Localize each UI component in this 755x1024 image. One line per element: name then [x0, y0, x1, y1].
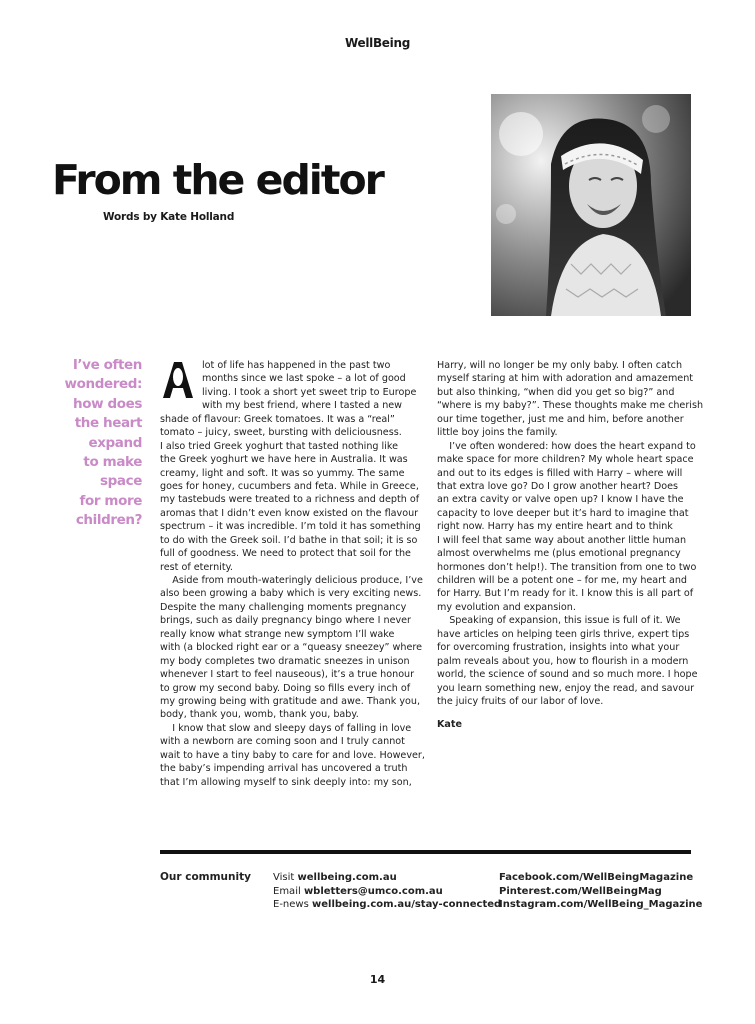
article-line: wait to have a tiny baby to care for and love. However, [160, 749, 425, 761]
email-label: Email [273, 885, 301, 897]
article-line: whenever I start to feel nauseous), it’s a true honour [160, 669, 415, 681]
article-line: brings, such as daily pregnancy bingo where I never [160, 615, 412, 627]
article-line: have articles on helping teen girls thrive, expert tips [437, 628, 690, 640]
email-link[interactable]: wbletters@umco.com.au [303, 885, 443, 897]
article-line: to grow my second baby. Doing so fills every inch of [160, 682, 411, 694]
article-line: capacity to love deeper but it’s hard to imagine that [437, 507, 689, 519]
footer-visit-row [273, 871, 501, 885]
article-line: Aside from mouth-wateringly delicious produce, I’ve [160, 575, 423, 586]
editor-portrait-photo [491, 94, 691, 316]
article-line: world, the science of sound and so much more. I hope [437, 669, 698, 681]
article-line: my body completes two dramatic sneezes in unison [160, 655, 410, 667]
footer-social [499, 871, 702, 912]
drop-cap [161, 360, 195, 400]
enews-label: E-news [273, 899, 309, 911]
visit-link[interactable]: wellbeing.com.au [297, 872, 397, 883]
article-line: palm reveals about you, how to flourish in a modern [437, 655, 689, 667]
article-line: I know that slow and sleepy days of falling in love [160, 722, 412, 734]
article-line: rest of eternity. [160, 561, 233, 573]
article-line: I’ve often wondered: how does the heart expand to [437, 440, 696, 452]
article-line: right now. Harry has my entire heart and to think [437, 521, 673, 533]
article-line: I also tried Greek yoghurt that tasted nothing like [160, 440, 398, 452]
article-line: Harry, will no longer be my only baby. I often catch [437, 360, 683, 371]
article-line: for Harry. But I’m ready for it. I know this is all part of [437, 588, 694, 600]
article-line: aromas that I didn’t even know existed on the flavour [160, 507, 419, 519]
article-line: “where is my baby?”. These thoughts make me cherish [437, 400, 704, 412]
article-line: I will feel that same way about another little human [437, 534, 687, 546]
article-line: that extra love go? Do I grow another heart? Does [437, 480, 679, 492]
article-line: the juicy fruits of our labor of love. [437, 695, 604, 707]
article-line: with (a blocked right ear or a “queasy sneezey” where [160, 642, 423, 654]
pullquote-line: to make [83, 454, 142, 471]
instagram-link[interactable]: Instagram.com/WellBeing_Magazine [499, 899, 703, 911]
article-line: children will be a potent one – for me, my heart and [437, 575, 687, 586]
pullquote [62, 356, 142, 531]
footer-divider [160, 850, 691, 854]
article-line: but also thinking, “when did you get so big?” and [437, 386, 675, 398]
article-line: my tastebuds were treated to a richness and depth of [160, 494, 420, 506]
article-line: tomato – juicy, sweet, bursting with deliciousness. [160, 427, 402, 439]
article-line: Despite the many challenging moments pregnancy [160, 601, 407, 613]
footer-heading: Our community [160, 871, 251, 883]
pullquote-line: how does [73, 395, 142, 412]
page-title: From the editor [52, 156, 383, 204]
article-line: make space for more children? My whole heart space [437, 454, 694, 466]
byline: Words by Kate Holland [103, 211, 235, 223]
section-label: WellBeing [344, 36, 410, 50]
article-line: my evolution and expansion. [437, 601, 576, 613]
article-line: the baby’s impending arrival has uncovered a truth [160, 763, 408, 775]
article-line: our time together, just me and him, before another [437, 413, 684, 425]
article-line: an extra cavity or valve open up? I know I have the [437, 494, 684, 506]
article-line: with a newborn are coming soon and I truly cannot [160, 736, 405, 748]
pullquote-line: children? [75, 512, 142, 529]
pullquote-line: space [100, 473, 142, 490]
pullquote-line: the heart [74, 415, 142, 432]
article-line: lot of life has happened in the past two [202, 360, 391, 371]
footer-email-row [273, 885, 501, 899]
signoff: Kate [437, 719, 463, 731]
article-line: the Greek yoghurt we have here in Australia. It was [160, 454, 408, 466]
pullquote-line: wondered: [64, 376, 142, 393]
facebook-link[interactable]: Facebook.com/WellBeingMagazine [499, 872, 694, 883]
article-line: you learn something new, enjoy the read, and savour [437, 682, 695, 694]
article-line: almost overwhelms me (plus emotional pregnancy [437, 548, 681, 560]
article-line: with my best friend, where I tasted a new [202, 400, 403, 412]
article-line: also been growing a baby which is very exciting news. [160, 588, 422, 600]
article-column-1 [160, 359, 425, 789]
article-line: spectrum – it was incredible. I’m told it has something [160, 521, 421, 533]
article-line: for overcoming frustration, insights into what your [437, 642, 680, 654]
article-line: creamy, light and soft. It was so yummy. The same [160, 467, 405, 479]
enews-link[interactable]: wellbeing.com.au/stay-connected [312, 899, 502, 911]
article-line: little boy joins the family. [437, 427, 558, 439]
article-column-2 [437, 359, 704, 732]
article-line: my growing being with gratitude and awe. Thank you, [160, 695, 421, 707]
visit-label: Visit [273, 872, 295, 883]
pullquote-line: I’ve often [72, 357, 142, 373]
article-line: Speaking of expansion, this issue is full of it. We [437, 615, 681, 627]
article-line: and out to its edges is filled with Harry – where will [437, 467, 683, 479]
article-line: body, thank you, womb, thank you, baby. [160, 709, 359, 721]
article-line: goes for honey, cucumbers and feta. While in Greece, [160, 480, 419, 492]
drop-cap-letter: A [161, 360, 162, 361]
pullquote-line: for more [79, 492, 142, 509]
article-line: hormones don’t help!). The transition from one to two [437, 561, 697, 573]
pullquote-line: expand [88, 434, 142, 451]
article-line: full of goodness. We need to protect that soil for the [160, 548, 411, 560]
article-line: that I’m allowing myself to sink deeply into: my son, [160, 776, 412, 788]
article-line: to do with the Greek soil. I’d bathe in that soil; it is so [160, 534, 418, 546]
article-line: myself staring at him with adoration and amazement [437, 373, 694, 385]
article-line: living. I took a short yet sweet trip to Europe [202, 386, 417, 398]
article-line: really know what strange new symptom I’ll wake [160, 628, 395, 640]
article-line: months since we last spoke – a lot of good [202, 373, 406, 385]
pinterest-link[interactable]: Pinterest.com/WellBeingMag [499, 885, 662, 897]
article-line: shade of flavour: Greek tomatoes. It was a “real” [160, 413, 395, 425]
footer-contacts [273, 871, 501, 912]
page-number: 14 [369, 973, 386, 986]
footer-enews-row [273, 898, 501, 912]
